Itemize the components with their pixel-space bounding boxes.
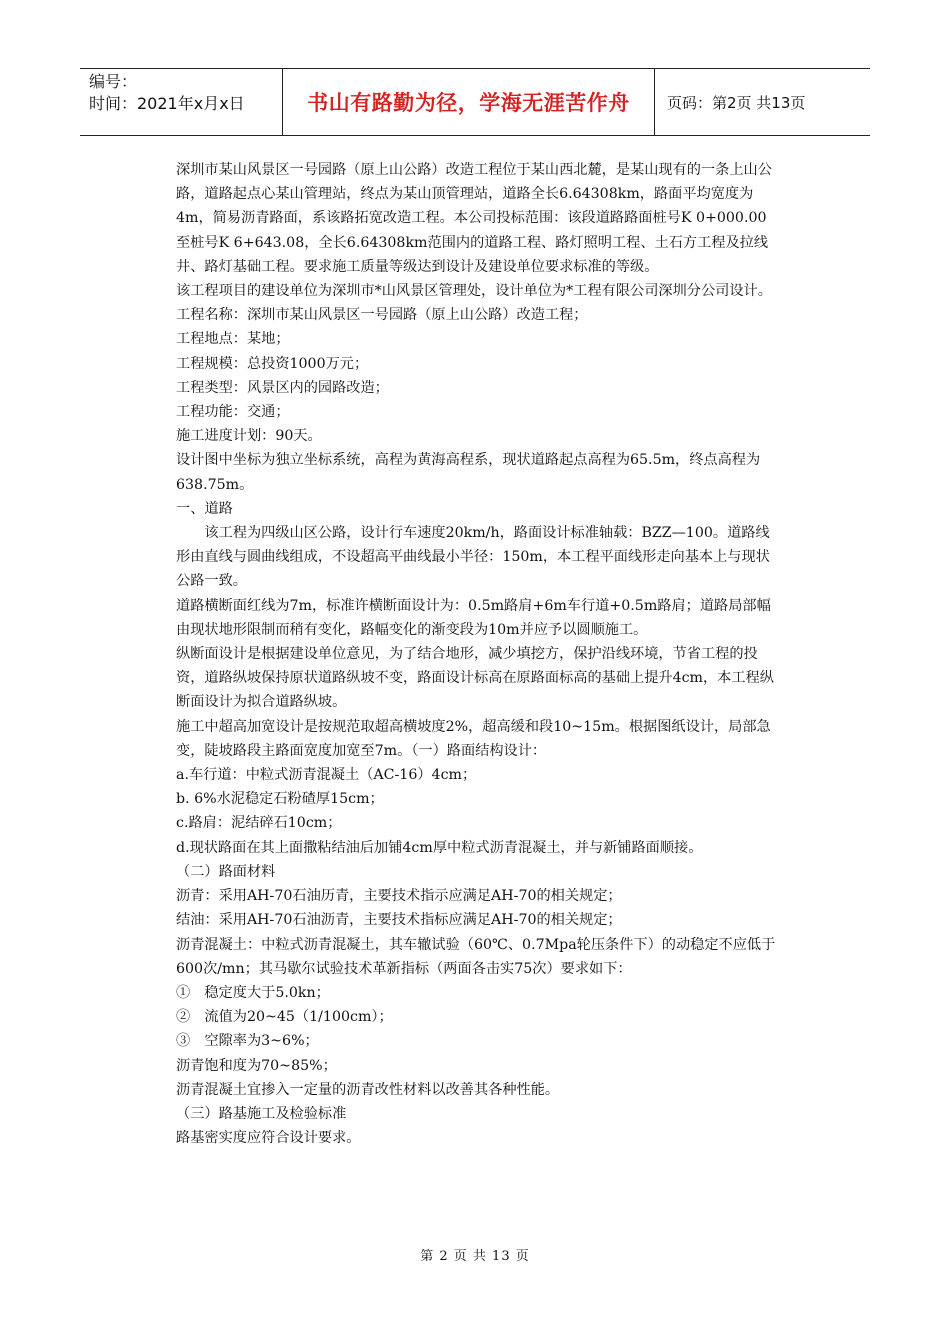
paragraph: 路基密实度应符合设计要求。 [176,1130,361,1147]
paragraph: 深圳市某山风景区一号园路（原上山公路）改造工程位于某山西北麓，是某山现有的一条上山公路，道路起点心某山管理站，终点为某山顶管理站，道路全长6.64308km，路面平均宽度为4m，简易沥青路面，系该路拓宽改造工程。本公司投标范围：该段道路路面桩号K 0+000.00至桩号K 6+643.08，全长6.64308km范围内的道路工程、路灯照明工程、土石方工程及拉线井、路灯基础工程。要求施工质量等级达到设计及建设单位要求标准的等级。 [176,162,772,275]
list-item: ② 流值为20~45（1/100cm）； [176,1009,393,1026]
subsection-heading: （二）路面材料 [176,863,276,880]
page-header [80,68,870,136]
paragraph: 工程名称：深圳市某山风景区一号园路（原上山公路）改造工程； [176,307,588,324]
list-item: c.路肩：泥结碎石10cm； [176,815,342,832]
paragraph: 沥青混凝土：中粒式沥青混凝土，其车辙试验（60℃、0.7Mpa轮压条件下）的动稳定不应低于600次/mn；其马歇尔试验技术革新指标（两面各击实75次）要求如下： [176,936,776,977]
subsection-heading: （三）路基施工及检验标准 [176,1105,347,1122]
header-page-number: 页码：第2页 共13页 [667,93,806,112]
list-item: ③ 空隙率为3~6%； [176,1033,319,1050]
paragraph: 结油：采用AH-70石油沥青，主要技术指标应满足AH-70的相关规定； [176,912,622,929]
paragraph: 沥青饱和度为70~85%； [176,1057,337,1074]
paragraph: 工程功能：交通； [176,404,290,421]
section-heading: 一、道路 [176,500,233,517]
page-footer: 第 2 页 共 13 页 [420,1249,530,1264]
list-item: a.车行道：中粒式沥青混凝土（AC-16）4cm； [176,767,477,784]
list-item: b. 6%水泥稳定石粉碴厚15cm； [176,791,384,808]
header-meta [80,69,283,135]
paragraph: 工程规模：总投资1000万元； [176,355,369,372]
paragraph: 施工进度计划：90天。 [176,428,322,445]
list-item: ① 稳定度大于5.0kn； [176,984,330,1001]
document-body [176,158,776,1150]
paragraph: 设计图中坐标为独立坐标系统，高程为黄海高程系，现状道路起点高程为65.5m，终点高程为638.75m。 [176,452,761,493]
paragraph: 工程类型：风景区内的园路改造； [176,379,389,396]
paragraph: 该工程为四级山区公路，设计行车速度20km/h，路面设计标准轴载：BZZ—100。道路线形由直线与圆曲线组成，不设超高平曲线最小半径：150m，本工程平面线形走向基本上与现状公路一致。 [176,525,770,590]
header-motto: 书山有路勤为径，学海无涯苦作舟 [283,69,655,135]
paragraph: 纵断面设计是根据建设单位意见，为了结合地形，减少填挖方，保护沿线环境，节省工程的投资，道路纵坡保持原状道路纵坡不变，路面设计标高在原路面标高的基础上提升4cm，本工程纵断面设计为拟合道路纵坡。 [176,646,774,711]
document-date-label: 时间：2021年x月x日 [89,94,245,113]
paragraph: 该工程项目的建设单位为深圳市*山风景区管理处，设计单位为*工程有限公司深圳分公司设计。 [176,283,772,300]
paragraph: 沥青：采用AH-70石油历青，主要技术指示应满足AH-70的相关规定； [176,888,622,905]
document-number-label: 编号： [89,72,138,91]
paragraph: 沥青混凝土宜掺入一定量的沥青改性材料以改善其各种性能。 [176,1081,560,1098]
paragraph: 道路横断面红线为7m，标准许横断面设计为：0.5m路肩+6m车行道+0.5m路肩；道路局部幅由现状地形限制而稍有变化，路幅变化的渐变段为10m并应予以圆顺施工。 [176,597,771,638]
paragraph: 施工中超高加宽设计是按规范取超高横坡度2%，超高缓和段10~15m。根据图纸设计，局部急变，陡坡路段主路面宽度加宽至7m。（一）路面结构设计： [176,718,771,759]
paragraph: 工程地点：某地； [176,331,290,348]
list-item: d.现状路面在其上面撒粘结油后加铺4cm厚中粒式沥青混凝土，并与新铺路面顺接。 [176,839,703,856]
